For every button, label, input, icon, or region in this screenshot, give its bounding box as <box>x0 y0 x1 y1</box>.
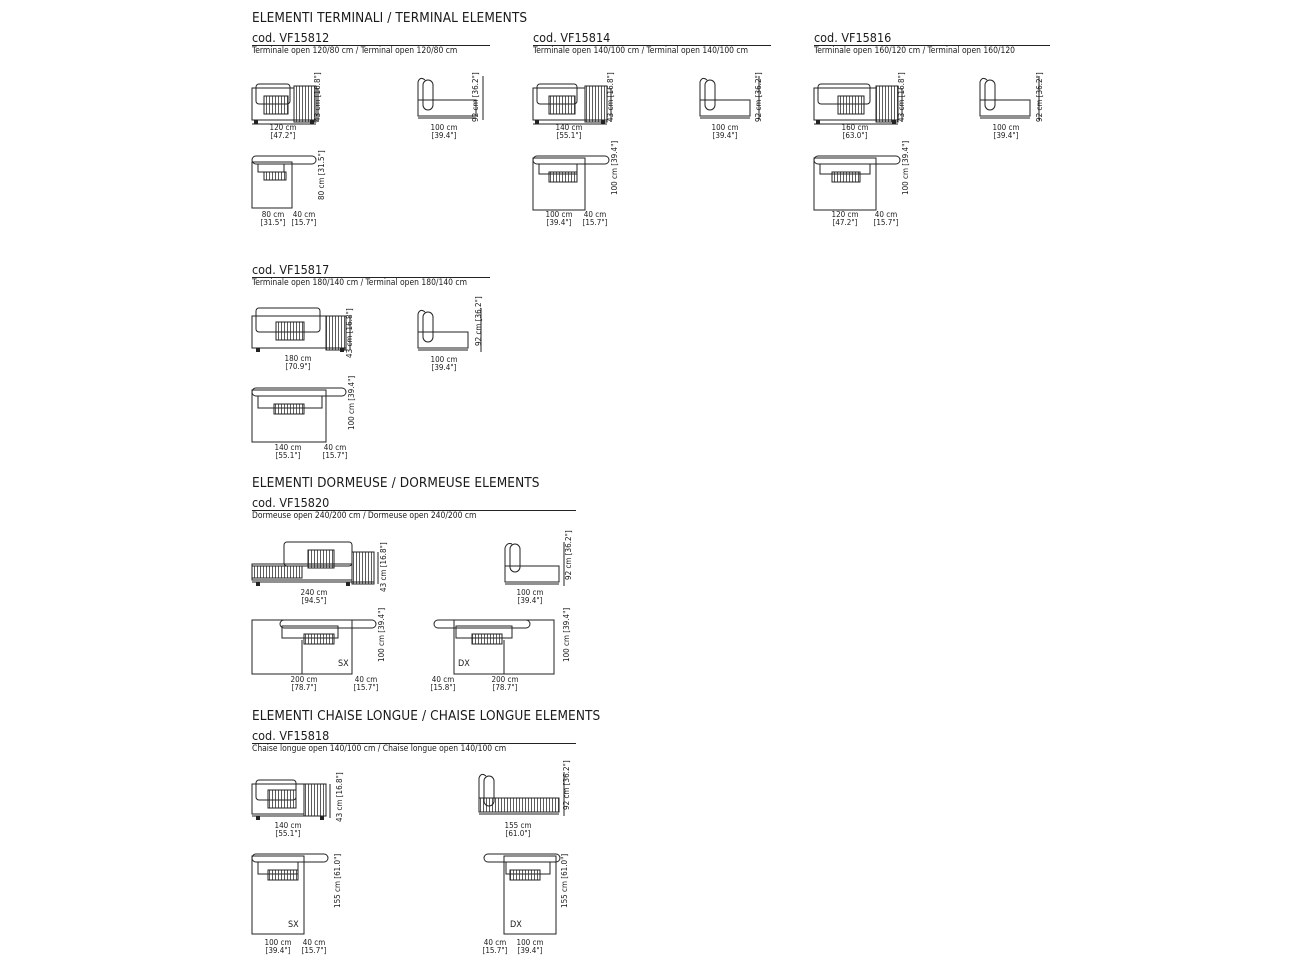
depth-dimension: 100 cm [39.4"] <box>711 123 739 140</box>
dormeuse-section-title: ELEMENTI DORMEUSE / DORMEUSE ELEMENTS <box>252 475 540 491</box>
depth-dimension: 100 cm [39.4"] <box>430 123 458 140</box>
side-view-drawing <box>977 74 1057 130</box>
product-description: Terminale open 160/120 cm / Terminal open 160/120 <box>814 46 1016 56</box>
plan-depth-dimension: 100 cm [39.4"] <box>901 140 910 195</box>
height-dimension: 92 cm [36.2"] <box>471 72 480 122</box>
plan-extension-dimension: 40 cm [15.7"] <box>482 938 508 955</box>
plan-view-sx-drawing <box>250 616 390 678</box>
product-description: Terminale open 120/80 cm / Terminal open 120/80 cm <box>252 46 458 56</box>
product-description: Chaise longue open 140/100 cm / Chaise longue open 140/100 cm <box>252 744 507 754</box>
plan-width-dimension: 120 cm [47.2"] <box>831 210 859 227</box>
height-dimension: 43 cm [16.8"] <box>345 308 354 358</box>
height-dimension: 92 cm [36.2"] <box>1035 72 1044 122</box>
terminal-section-title: ELEMENTI TERMINALI / TERMINAL ELEMENTS <box>252 10 528 26</box>
product-code: cod. VF15816 <box>814 30 892 45</box>
plan-width-dimension: 200 cm [78.7"] <box>491 675 519 692</box>
plan-depth-dimension: 100 cm [39.4"] <box>610 140 619 195</box>
height-dimension: 43 cm [16.8"] <box>897 72 906 122</box>
product-code: cod. VF15820 <box>252 495 330 510</box>
product-code: cod. VF15814 <box>533 30 611 45</box>
plan-width-dimension: 100 cm [39.4"] <box>264 938 292 955</box>
width-dimension: 140 cm [55.1"] <box>555 123 583 140</box>
depth-dimension: 155 cm [61.0"] <box>504 821 532 838</box>
plan-extension-dimension: 40 cm [15.7"] <box>353 675 379 692</box>
plan-width-dimension: 80 cm [31.5"] <box>260 210 286 227</box>
product-code: cod. VF15817 <box>252 262 330 277</box>
chaise-section-title: ELEMENTI CHAISE LONGUE / CHAISE LONGUE ELEMENTS <box>252 708 601 724</box>
plan-depth-dimension: 155 cm [61.0"] <box>560 853 569 908</box>
width-dimension: 140 cm [55.1"] <box>274 821 302 838</box>
depth-dimension: 100 cm [39.4"] <box>516 588 544 605</box>
dx-label: DX <box>458 659 470 669</box>
height-dimension: 92 cm [36.2"] <box>562 760 571 810</box>
sx-label: SX <box>288 920 299 930</box>
height-dimension: 92 cm [36.2"] <box>754 72 763 122</box>
width-dimension: 120 cm [47.2"] <box>269 123 297 140</box>
plan-view-dx-drawing <box>432 616 572 678</box>
plan-width-dimension: 100 cm [39.4"] <box>516 938 544 955</box>
plan-extension-dimension: 40 cm [15.7"] <box>582 210 608 227</box>
width-dimension: 160 cm [63.0"] <box>841 123 869 140</box>
plan-extension-dimension: 40 cm [15.7"] <box>873 210 899 227</box>
front-view-drawing <box>250 538 400 594</box>
plan-extension-dimension: 40 cm [15.7"] <box>322 443 348 460</box>
plan-extension-dimension: 40 cm [15.7"] <box>301 938 327 955</box>
side-view-drawing <box>415 306 495 362</box>
plan-depth-dimension: 155 cm [61.0"] <box>333 853 342 908</box>
width-dimension: 240 cm [94.5"] <box>300 588 328 605</box>
height-dimension: 92 cm [36.2"] <box>474 296 483 346</box>
plan-width-dimension: 100 cm [39.4"] <box>545 210 573 227</box>
plan-extension-dimension: 40 cm [15.8"] <box>430 675 456 692</box>
side-view-drawing <box>415 74 495 130</box>
depth-dimension: 100 cm [39.4"] <box>430 355 458 372</box>
product-code: cod. VF15818 <box>252 728 330 743</box>
width-dimension: 180 cm [70.9"] <box>284 354 312 371</box>
plan-depth-dimension: 100 cm [39.4"] <box>347 375 356 430</box>
product-description: Dormeuse open 240/200 cm / Dormeuse open 240/200 cm <box>252 511 477 521</box>
product-description: Terminale open 140/100 cm / Terminal open 140/100 cm <box>533 46 749 56</box>
height-dimension: 43 cm [16.8"] <box>335 772 344 822</box>
dx-label: DX <box>510 920 522 930</box>
product-code: cod. VF15812 <box>252 30 330 45</box>
height-dimension: 43 cm [16.8"] <box>379 542 388 592</box>
product-description: Terminale open 180/140 cm / Terminal open 180/140 cm <box>252 278 468 288</box>
plan-depth-dimension: 80 cm [31.5"] <box>317 150 326 200</box>
sx-label: SX <box>338 659 349 669</box>
depth-dimension: 100 cm [39.4"] <box>992 123 1020 140</box>
height-dimension: 43 cm [16.8"] <box>606 72 615 122</box>
height-dimension: 43 cm [16.8"] <box>313 72 322 122</box>
plan-extension-dimension: 40 cm [15.7"] <box>291 210 317 227</box>
plan-depth-dimension: 100 cm [39.4"] <box>377 607 386 662</box>
height-dimension: 92 cm [36.2"] <box>564 530 573 580</box>
plan-width-dimension: 200 cm [78.7"] <box>290 675 318 692</box>
side-view-drawing <box>697 74 777 130</box>
plan-depth-dimension: 100 cm [39.4"] <box>562 607 571 662</box>
plan-width-dimension: 140 cm [55.1"] <box>274 443 302 460</box>
